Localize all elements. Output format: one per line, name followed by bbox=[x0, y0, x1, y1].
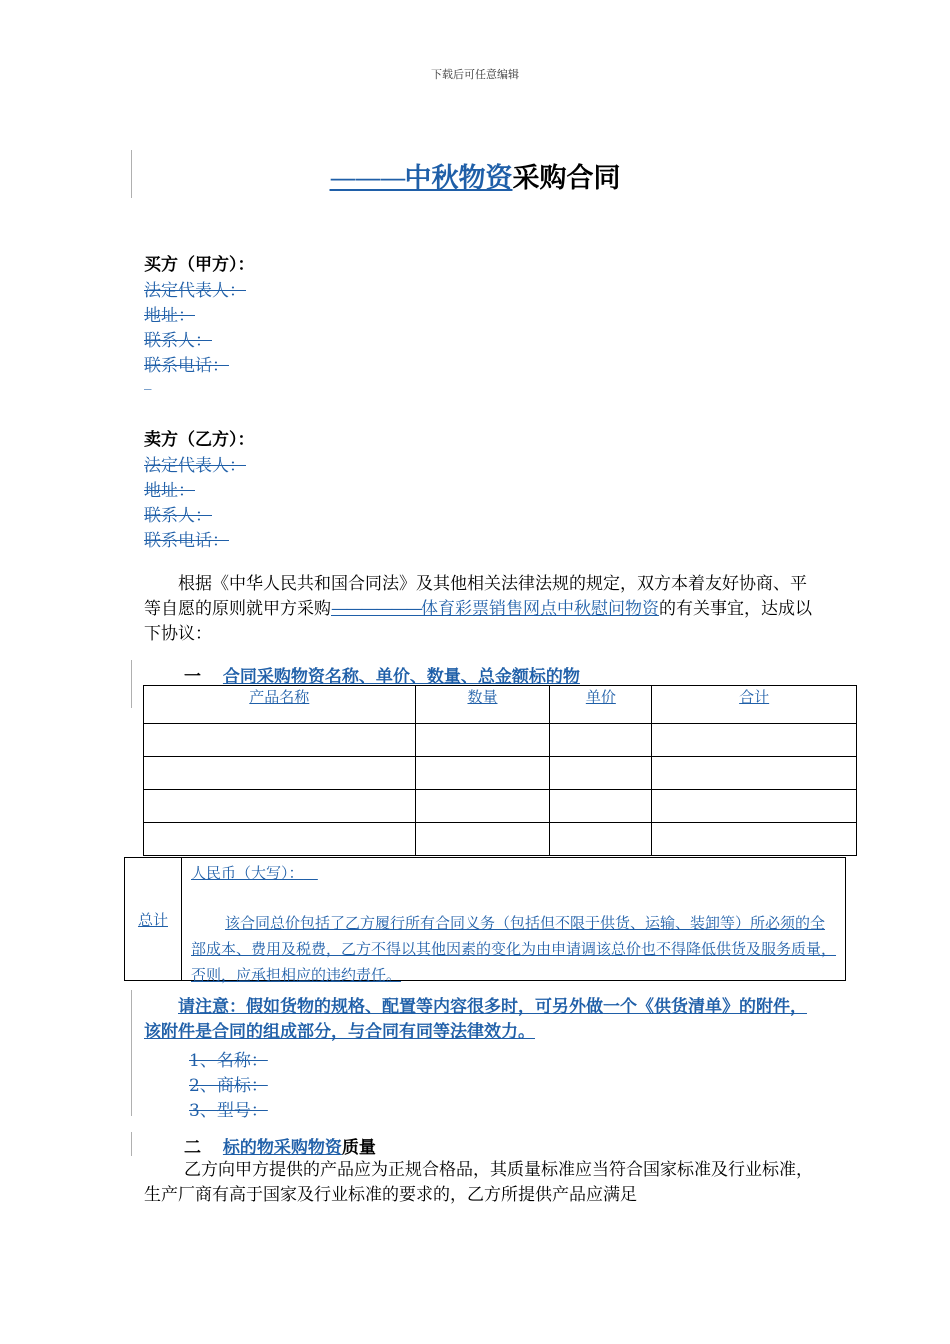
total-rmb-field[interactable]: 人民币（大写）： bbox=[191, 864, 304, 882]
title-rest: 采购合同 bbox=[512, 163, 621, 194]
header-quantity: 数量 bbox=[415, 686, 550, 724]
total-box bbox=[124, 857, 846, 984]
total-label-cell bbox=[125, 858, 182, 980]
table-row bbox=[144, 724, 857, 757]
table-cell[interactable] bbox=[415, 790, 550, 823]
table-header-row bbox=[144, 686, 857, 724]
seller-phone-field: 联系电话： bbox=[144, 531, 229, 551]
items-table bbox=[143, 685, 857, 856]
intro-paragraph bbox=[144, 572, 814, 647]
intro-highlight: 体育彩票销售网点中秋慰问物资 bbox=[421, 599, 659, 619]
buyer-contact-field: 联系人： bbox=[144, 331, 212, 351]
spec-name-field: 1、名称： bbox=[189, 1051, 268, 1071]
header-unit-price: 单价 bbox=[550, 686, 652, 724]
spec-model-field: 3、型号： bbox=[189, 1101, 268, 1121]
header-total: 合计 bbox=[652, 686, 857, 724]
section2-heading bbox=[184, 1133, 376, 1158]
section2-title-black: 质量 bbox=[341, 1138, 376, 1158]
table-cell[interactable] bbox=[415, 823, 550, 856]
buyer-phone-field: 联系电话： bbox=[144, 356, 229, 376]
table-cell[interactable] bbox=[550, 757, 652, 790]
header-note: 下载后可任意编辑 bbox=[431, 68, 519, 81]
notice-paragraph bbox=[144, 995, 814, 1045]
table-cell[interactable] bbox=[652, 757, 857, 790]
intro-part1: 根据《中华人民共和国合同法》及其他相关法律法规的规定，双方本着友好协商、平等自愿的原则就甲方采购 bbox=[144, 574, 807, 619]
buyer-extra-mark: _ bbox=[144, 372, 152, 390]
margin-bar bbox=[131, 660, 132, 708]
seller-contact-field: 联系人： bbox=[144, 506, 212, 526]
spec-brand-field: 2、商标： bbox=[189, 1076, 268, 1096]
table-cell[interactable] bbox=[652, 790, 857, 823]
table-cell[interactable] bbox=[144, 757, 416, 790]
table-cell[interactable] bbox=[550, 823, 652, 856]
section1-number: 一 bbox=[184, 667, 201, 687]
table-cell[interactable] bbox=[550, 790, 652, 823]
table-row bbox=[144, 757, 857, 790]
table-row bbox=[144, 790, 857, 823]
buyer-address-field: 地址： bbox=[144, 306, 195, 326]
table-cell[interactable] bbox=[652, 823, 857, 856]
margin-bar bbox=[131, 1132, 132, 1156]
table-cell[interactable] bbox=[144, 724, 416, 757]
seller-heading: 卖方（乙方）： bbox=[144, 430, 255, 450]
section1-heading bbox=[184, 662, 580, 687]
table-cell[interactable] bbox=[415, 757, 550, 790]
buyer-legal-rep-field: 法定代表人： bbox=[144, 281, 246, 301]
header-product-name: 产品名称 bbox=[144, 686, 416, 724]
table-cell[interactable] bbox=[415, 724, 550, 757]
table-cell[interactable] bbox=[550, 724, 652, 757]
section2-title-blue: 标的物采购物资 bbox=[222, 1138, 342, 1158]
intro-part2: 的有关事宜，达成以下协议： bbox=[144, 599, 812, 644]
section2-number: 二 bbox=[184, 1138, 201, 1158]
table-cell[interactable] bbox=[144, 823, 416, 856]
buyer-heading: 买方（甲方）： bbox=[144, 255, 255, 275]
table-cell[interactable] bbox=[652, 724, 857, 757]
seller-legal-rep-field: 法定代表人： bbox=[144, 456, 246, 476]
table-cell[interactable] bbox=[144, 790, 416, 823]
title-dash: ——— bbox=[329, 163, 405, 194]
document-title bbox=[0, 156, 950, 195]
total-label: 总计 bbox=[137, 910, 168, 929]
notice-text: 请注意：假如货物的规格、配置等内容很多时，可另外做一个《供货清单》的附件，该附件是合同的组成部分，与合同有同等法律效力。 bbox=[144, 997, 807, 1042]
section1-title: 合同采购物资名称、单价、数量、总金额标的物 bbox=[222, 667, 580, 687]
total-body bbox=[191, 860, 839, 988]
margin-bar bbox=[131, 990, 132, 1116]
total-clause: 该合同总价包括了乙方履行所有合同义务（包括但不限于供货、运输、装卸等）所必须的全部成本、费用及税费，乙方不得以其他因素的变化为由申请调该总价也不得降低供货及服务质量，否则，应承担相应的违约责任。 bbox=[191, 914, 837, 984]
seller-address-field: 地址： bbox=[144, 481, 195, 501]
table-row bbox=[144, 823, 857, 856]
intro-dash: —————— bbox=[331, 599, 421, 619]
section2-body: 乙方向甲方提供的产品应为正规合格品，其质量标准应当符合国家标准及行业标准，生产厂商有高于国家及行业标准的要求的，乙方所提供产品应满足 bbox=[144, 1160, 813, 1205]
title-highlight: 中秋物资 bbox=[404, 163, 513, 194]
